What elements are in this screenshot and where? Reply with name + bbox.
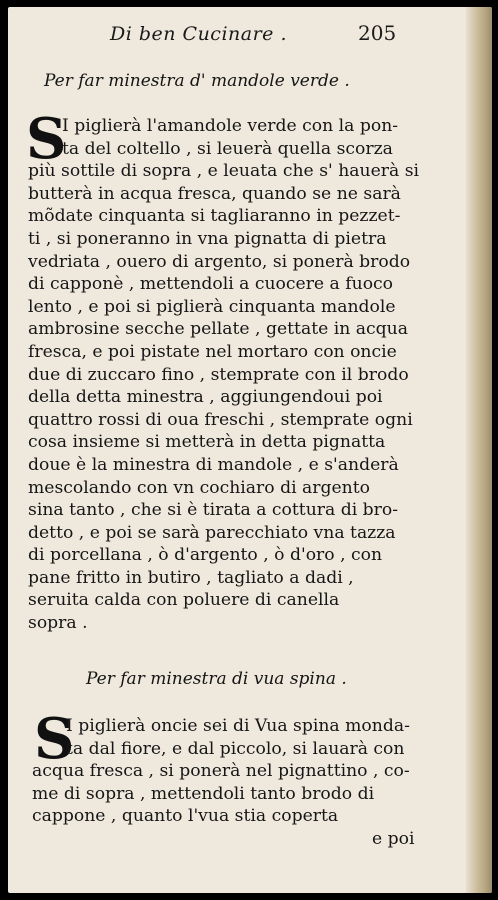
recipe1-line: più sottile di sopra , e leuata che s' hauerà si <box>28 161 420 182</box>
recipe1-line: della detta minestra , aggiungendoui poi <box>28 387 383 408</box>
recipe1-line: pane fritto in butiro , tagliato a dadi , <box>28 567 354 588</box>
recipe2-dropcap: S <box>34 706 75 772</box>
recipe1-line: di capponè , mettendoli a cuocere a fuoco <box>28 274 394 295</box>
recipe1-line: mõdate cinquanta si tagliaranno in pezzet- <box>28 206 401 227</box>
recipe1-line: I piglierà l'amandole verde con la pon- <box>62 116 399 136</box>
recipe1-line: quattro rossi di oua freschi , stemprate ogni <box>28 409 413 430</box>
page-number: 205 <box>358 21 397 45</box>
page-gutter-shadow <box>466 7 492 893</box>
recipe2-line: me di sopra , mettendoli tanto brodo di <box>32 783 375 804</box>
recipe1-line: di porcellana , ò d'argento , ò d'oro , con <box>28 545 383 566</box>
recipe1-line: mescolando con vn cochiaro di argento <box>28 477 371 498</box>
recipe1-line: sopra . <box>28 613 88 634</box>
recipe1-line: ta del coltello , si leuerà quella scorza <box>62 138 393 159</box>
page-header <box>8 17 478 47</box>
recipe2-title: Per far minestra di vua spina . <box>86 669 347 689</box>
recipe2-body <box>32 715 462 851</box>
recipe1-line: ti , si poneranno in vna pignatta di pietra <box>28 228 387 249</box>
recipe1-line: vedriata , ouero di argento, si ponerà brodo <box>28 251 411 272</box>
running-head: Di ben Cucinare . <box>110 23 287 45</box>
recipe2-line: I piglierà oncie sei di Vua spina monda- <box>66 716 410 736</box>
recipe1-line: detto , e poi se sarà parecchiato vna tazza <box>28 522 396 543</box>
recipe2-line: e poi <box>372 828 415 849</box>
recipe1-line: ambrosine secche pellate , gettate in acqua <box>28 319 408 340</box>
book-page <box>8 7 492 893</box>
recipe2-line: ta dal fiore, e dal piccolo, si lauarà con <box>66 738 405 759</box>
recipe1-dropcap: S <box>26 106 67 172</box>
recipe2-line: cappone , quanto l'vua stia coperta <box>32 806 339 827</box>
recipe1-line: cosa insieme si metterà in detta pignatta <box>28 432 386 453</box>
recipe1-line: lento , e poi si piglierà cinquanta mandole <box>28 296 396 317</box>
recipe1-line: doue è la minestra di mandole , e s'anderà <box>28 454 399 475</box>
recipe1-line: due di zuccaro fino , stemprate con il brodo <box>28 364 409 385</box>
recipe1-line: sina tanto , che si è tirata a cottura di bro- <box>28 500 399 521</box>
recipe1-line: fresca, e poi pistate nel mortaro con oncie <box>28 341 397 362</box>
recipe1-title: Per far minestra d' mandole verde . <box>44 71 350 91</box>
recipe1-line: seruita calda con poluere di canella <box>28 590 340 611</box>
recipe1-line: butterà in acqua fresca, quando se ne sarà <box>28 183 401 204</box>
recipe1-body <box>28 115 468 635</box>
recipe2-line: acqua fresca , si ponerà nel pignattino , co- <box>32 761 410 782</box>
